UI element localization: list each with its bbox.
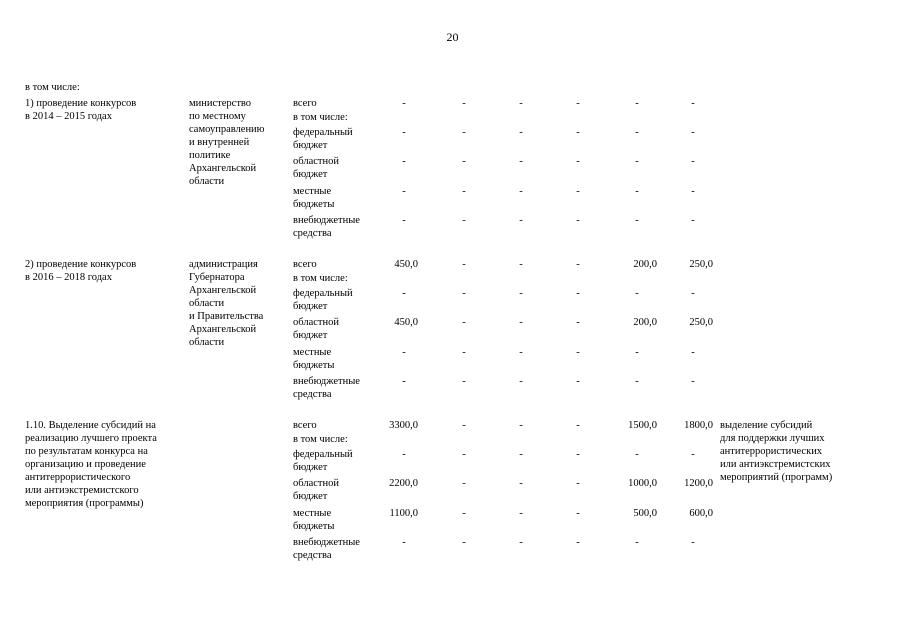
amount-cell: - — [462, 478, 466, 489]
amount-cell: 1500,0 — [628, 420, 657, 431]
measure-name-line: 1.10. Выделение субсидий на — [25, 420, 156, 431]
amount-cell: - — [576, 288, 580, 299]
funding-source-line: федеральный — [293, 288, 353, 299]
amount-cell: - — [576, 98, 580, 109]
amount-cell: - — [402, 288, 406, 299]
amount-cell: - — [402, 156, 406, 167]
funding-source-line: бюджет — [293, 491, 328, 502]
amount-cell: 1800,0 — [684, 420, 713, 431]
amount-cell: - — [691, 449, 695, 460]
amount-cell: - — [462, 449, 466, 460]
measure-name-line: в 2016 – 2018 годах — [25, 272, 112, 283]
amount-cell: - — [576, 186, 580, 197]
funding-source-line: бюджет — [293, 462, 328, 473]
amount-cell: - — [576, 449, 580, 460]
funding-row — [0, 477, 905, 506]
amount-cell: 250,0 — [689, 259, 713, 270]
expected-result-line: мероприятий (программ) — [720, 472, 833, 483]
executor-line: администрация — [189, 259, 258, 270]
intro-label: в том числе: — [25, 82, 80, 93]
funding-source-line: федеральный — [293, 449, 353, 460]
amount-cell: - — [576, 259, 580, 270]
funding-row — [0, 375, 905, 404]
amount-cell: - — [462, 288, 466, 299]
expected-result-line: выделение субсидий — [720, 420, 813, 431]
measure-name-line: организацию и проведение — [25, 459, 146, 470]
funding-source — [293, 287, 379, 313]
amount-cell: - — [519, 449, 523, 460]
funding-source-line: внебюджетные — [293, 537, 360, 548]
funding-source-line: бюджет — [293, 140, 328, 151]
executor-line: Архангельской — [189, 324, 257, 335]
amount-cell: - — [519, 376, 523, 387]
amount-cell: - — [519, 98, 523, 109]
amount-cell: - — [635, 537, 639, 548]
amount-cell: - — [402, 186, 406, 197]
amount-cell: 500,0 — [633, 508, 657, 519]
amount-cell: - — [519, 347, 523, 358]
amount-cell: - — [635, 376, 639, 387]
funding-source — [293, 258, 379, 271]
amount-cell: 1000,0 — [628, 478, 657, 489]
measure-name-line: 2) проведение конкурсов — [25, 259, 137, 270]
funding-source — [293, 126, 379, 152]
funding-row — [0, 126, 905, 155]
amount-cell: - — [462, 186, 466, 197]
amount-cell: - — [635, 347, 639, 358]
funding-source — [293, 536, 379, 562]
funding-source — [293, 155, 379, 181]
funding-source — [293, 477, 379, 503]
funding-source-line: областной — [293, 156, 339, 167]
amount-cell: - — [462, 537, 466, 548]
funding-source-line: федеральный — [293, 127, 353, 138]
executor-line: по местному — [189, 111, 246, 122]
amount-cell: - — [462, 98, 466, 109]
funding-source-line: средства — [293, 550, 332, 561]
amount-cell: - — [635, 215, 639, 226]
amount-cell: - — [576, 347, 580, 358]
amount-cell: - — [635, 288, 639, 299]
amount-cell: - — [576, 478, 580, 489]
funding-source-line: в том числе: — [293, 112, 348, 123]
amount-cell: - — [462, 156, 466, 167]
amount-cell: - — [402, 347, 406, 358]
amount-cell: - — [691, 186, 695, 197]
amount-cell: - — [402, 127, 406, 138]
executor-line: министерство — [189, 98, 252, 109]
funding-source-line: всего — [293, 259, 317, 270]
funding-source-line: местные — [293, 347, 332, 358]
funding-source-line: средства — [293, 389, 332, 400]
funding-source-line: бюджет — [293, 169, 328, 180]
amount-cell: - — [691, 98, 695, 109]
funding-source-line: областной — [293, 478, 339, 489]
amount-cell: - — [519, 156, 523, 167]
funding-source-line: бюджет — [293, 301, 328, 312]
funding-source-line: всего — [293, 420, 317, 431]
page-number: 20 — [446, 30, 459, 44]
amount-cell: - — [576, 156, 580, 167]
funding-source-line: внебюджетные — [293, 215, 360, 226]
amount-cell: - — [462, 317, 466, 328]
amount-cell: - — [462, 508, 466, 519]
amount-cell: - — [576, 127, 580, 138]
funding-row — [0, 287, 905, 316]
amount-cell: - — [519, 420, 523, 431]
funding-source-line: бюджет — [293, 330, 328, 341]
amount-cell: 600,0 — [689, 508, 713, 519]
executor-line: и Правительства — [189, 311, 264, 322]
amount-cell: - — [462, 215, 466, 226]
amount-cell: - — [576, 537, 580, 548]
executor-line: и внутренней — [189, 137, 250, 148]
funding-source-line: внебюджетные — [293, 376, 360, 387]
amount-cell: - — [462, 420, 466, 431]
funding-source — [293, 316, 379, 342]
amount-cell: 2200,0 — [389, 478, 418, 489]
amount-cell: 1200,0 — [684, 478, 713, 489]
funding-row — [0, 155, 905, 184]
amount-cell: 450,0 — [394, 259, 418, 270]
amount-cell: - — [519, 215, 523, 226]
funding-source-line: местные — [293, 186, 332, 197]
amount-cell: - — [635, 186, 639, 197]
executor-line: Архангельской — [189, 285, 257, 296]
measure-name-line: реализацию лучшего проекта — [25, 433, 157, 444]
amount-cell: - — [462, 259, 466, 270]
executor-line: области — [189, 298, 225, 309]
amount-cell: 200,0 — [633, 317, 657, 328]
amount-cell: 250,0 — [689, 317, 713, 328]
funding-source — [293, 111, 379, 124]
funding-source-line: в том числе: — [293, 434, 348, 445]
funding-source — [293, 419, 379, 432]
amount-cell: - — [691, 376, 695, 387]
funding-row — [0, 507, 905, 536]
amount-cell: - — [576, 508, 580, 519]
amount-cell: - — [691, 288, 695, 299]
amount-cell: - — [519, 127, 523, 138]
amount-cell: 450,0 — [394, 317, 418, 328]
measure-name-line: 1) проведение конкурсов — [25, 98, 137, 109]
funding-source — [293, 507, 379, 533]
amount-cell: - — [691, 347, 695, 358]
funding-source-line: средства — [293, 228, 332, 239]
measure-name-line: антитеррористического — [25, 472, 131, 483]
amount-cell: - — [635, 98, 639, 109]
funding-source — [293, 272, 379, 285]
amount-cell: - — [576, 420, 580, 431]
amount-cell: - — [576, 376, 580, 387]
amount-cell: - — [402, 215, 406, 226]
amount-cell: - — [519, 508, 523, 519]
amount-cell: - — [519, 317, 523, 328]
amount-cell: - — [462, 127, 466, 138]
funding-source-line: в том числе: — [293, 273, 348, 284]
executor-line: области — [189, 337, 225, 348]
amount-cell: - — [519, 478, 523, 489]
amount-cell: - — [576, 317, 580, 328]
amount-cell: - — [402, 537, 406, 548]
funding-row — [0, 316, 905, 345]
funding-source-line: бюджеты — [293, 199, 335, 210]
measure-name-line: в 2014 – 2015 годах — [25, 111, 112, 122]
executor-line: области — [189, 176, 225, 187]
executor-line: Архангельской — [189, 163, 257, 174]
amount-cell: - — [462, 347, 466, 358]
amount-cell: - — [519, 288, 523, 299]
funding-source-line: местные — [293, 508, 332, 519]
measure-name-line: мероприятия (программы) — [25, 498, 144, 509]
funding-source — [293, 97, 379, 110]
funding-source — [293, 433, 379, 446]
expected-result-line: или антиэкстремистских — [720, 459, 831, 470]
executor-line: Губернатора — [189, 272, 245, 283]
amount-cell: 200,0 — [633, 259, 657, 270]
funding-source — [293, 346, 379, 372]
funding-source-line: областной — [293, 317, 339, 328]
funding-source-line: всего — [293, 98, 317, 109]
funding-source — [293, 375, 379, 401]
funding-source-line: бюджеты — [293, 521, 335, 532]
funding-row — [0, 346, 905, 375]
measure-name-line: или антиэкстремистского — [25, 485, 139, 496]
amount-cell: - — [519, 537, 523, 548]
amount-cell: - — [691, 215, 695, 226]
funding-source — [293, 448, 379, 474]
expected-result-line: антитеррористических — [720, 446, 823, 457]
amount-cell: - — [635, 156, 639, 167]
funding-row — [0, 536, 905, 565]
funding-source — [293, 214, 379, 240]
amount-cell: - — [576, 215, 580, 226]
funding-source-line: бюджеты — [293, 360, 335, 371]
executor-line: самоуправлению — [189, 124, 265, 135]
amount-cell: - — [402, 376, 406, 387]
amount-cell: - — [402, 98, 406, 109]
executor-line: политике — [189, 150, 231, 161]
funding-source — [293, 185, 379, 211]
amount-cell: 1100,0 — [389, 508, 418, 519]
amount-cell: - — [519, 186, 523, 197]
amount-cell: - — [635, 449, 639, 460]
expected-result-line: для поддержки лучших — [720, 433, 825, 444]
funding-row — [0, 214, 905, 243]
amount-cell: - — [635, 127, 639, 138]
amount-cell: - — [519, 259, 523, 270]
amount-cell: - — [691, 156, 695, 167]
funding-row — [0, 185, 905, 214]
amount-cell: - — [462, 376, 466, 387]
amount-cell: - — [402, 449, 406, 460]
measure-name-line: по результатам конкурса на — [25, 446, 148, 457]
amount-cell: - — [691, 127, 695, 138]
amount-cell: 3300,0 — [389, 420, 418, 431]
funding-row — [0, 448, 905, 477]
amount-cell: - — [691, 537, 695, 548]
